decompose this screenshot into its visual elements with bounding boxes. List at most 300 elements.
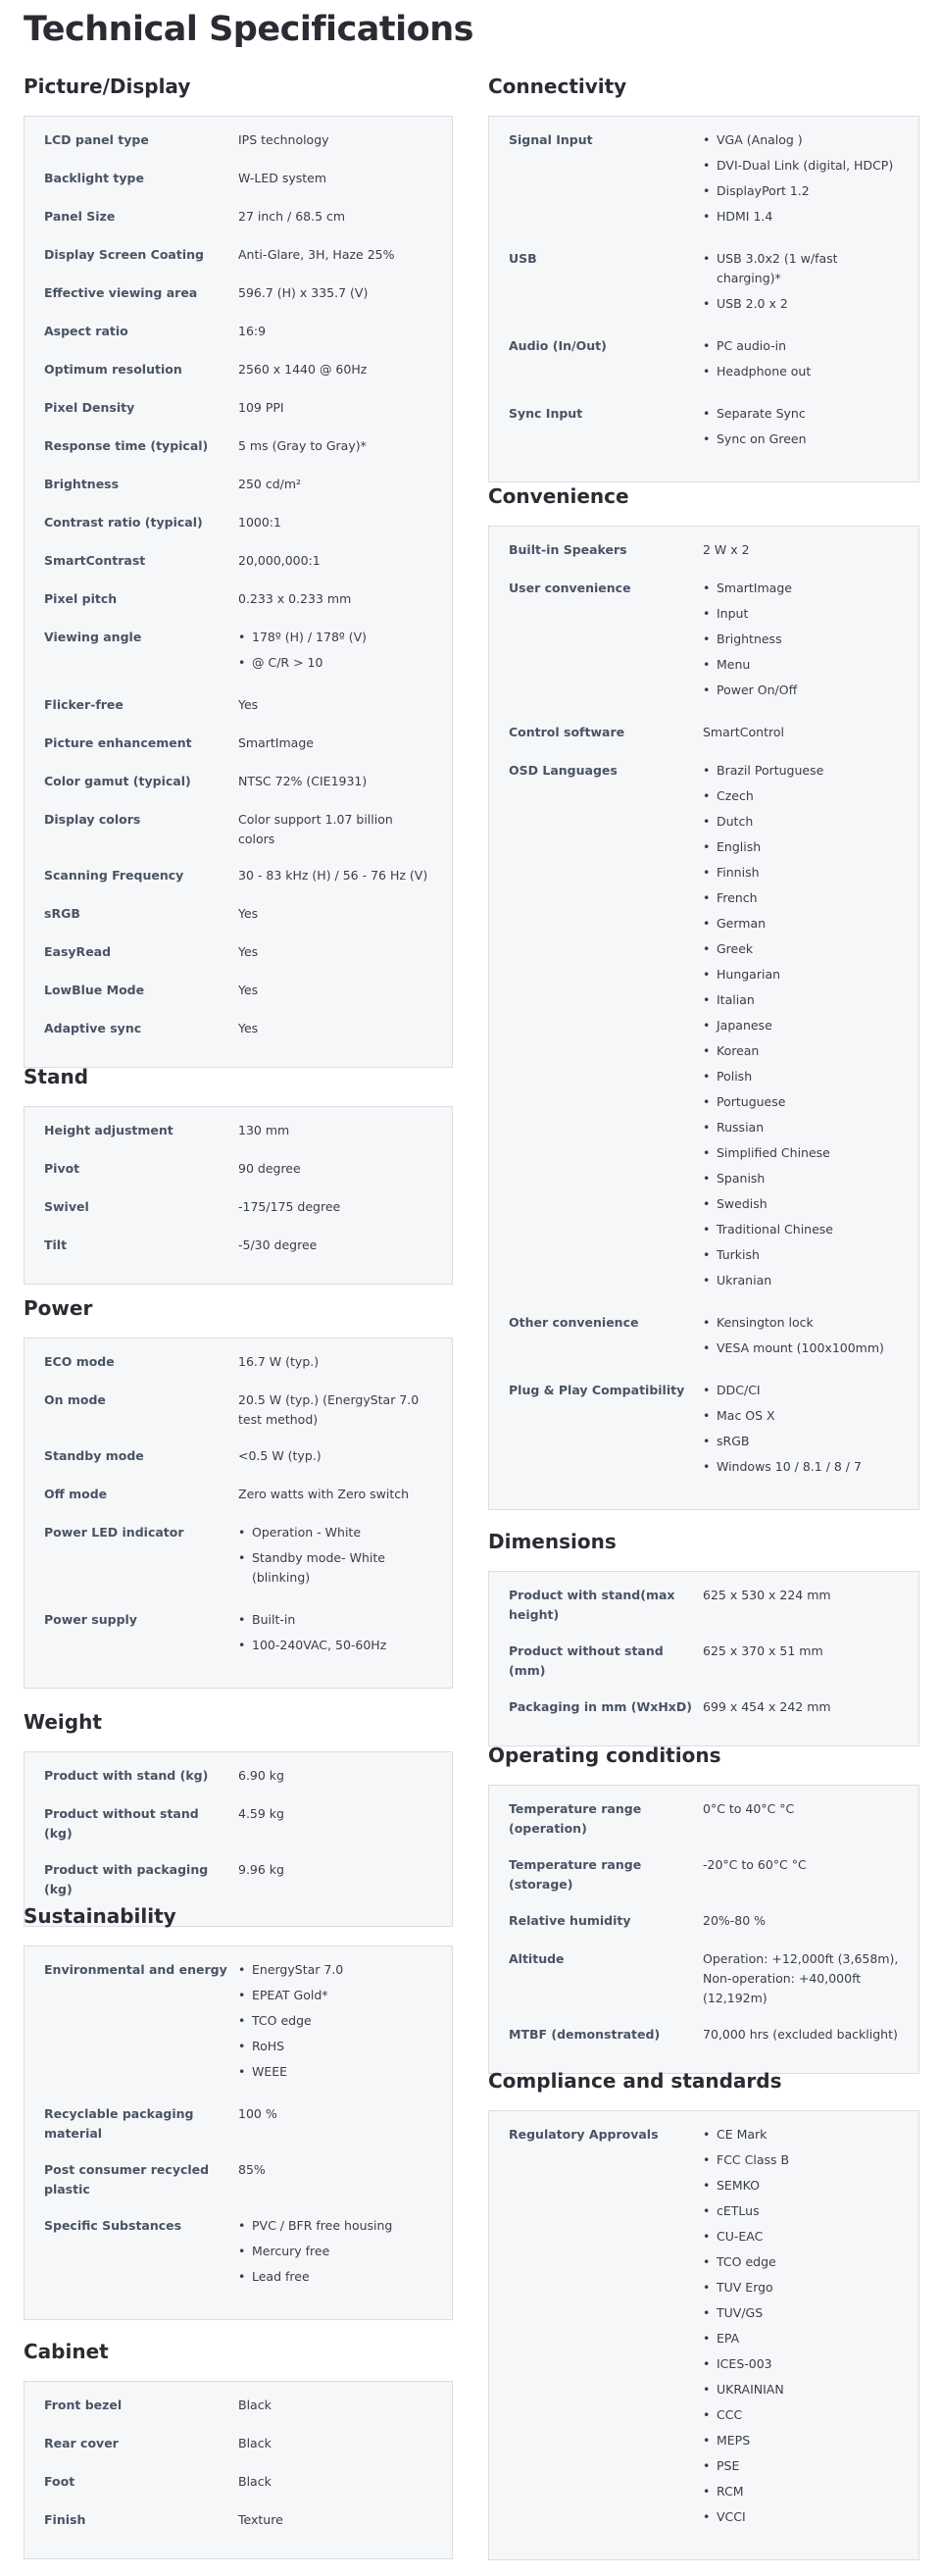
spec-label: Optimum resolution — [44, 362, 182, 377]
spec-value-item: • Korean — [703, 1041, 899, 1061]
spec-label: Product with packaging (kg) — [44, 1862, 209, 1896]
section-cabinet — [24, 2338, 453, 2559]
spec-value — [238, 1960, 432, 2088]
spec-label: Sync Input — [509, 406, 583, 421]
spec-label: Product with stand (kg) — [44, 1768, 209, 1783]
section-title: Connectivity — [488, 75, 627, 98]
spec-row — [509, 723, 899, 744]
spec-value-item: • DVI-Dual Link (digital, HDCP) — [703, 156, 899, 176]
spec-value — [703, 2125, 899, 2533]
spec-row — [44, 551, 432, 573]
spec-label: Power LED indicator — [44, 1525, 184, 1540]
spec-row — [509, 1586, 899, 1625]
section-title: Compliance and standards — [488, 2069, 782, 2093]
spec-value-item: • Portuguese — [703, 1092, 899, 1112]
spec-row — [44, 1352, 432, 1374]
section-title: Convenience — [488, 484, 629, 508]
spec-table — [488, 2110, 919, 2560]
spec-value-item: • VCCI — [703, 2507, 899, 2527]
spec-label: Brightness — [44, 477, 120, 491]
spec-label: Regulatory Approvals — [509, 2127, 659, 2142]
spec-label: Tilt — [44, 1237, 68, 1252]
spec-label: Effective viewing area — [44, 285, 198, 300]
spec-label: Plug & Play Compatibility — [509, 1383, 685, 1397]
spec-value: Black — [238, 2436, 272, 2450]
spec-value — [703, 336, 899, 387]
spec-value-list — [238, 1960, 432, 2082]
section-operating-conditions — [488, 1742, 919, 2074]
section-weight — [24, 1708, 453, 1927]
spec-row — [44, 981, 432, 1002]
spec-value-item: • Input — [703, 604, 899, 624]
spec-label: Product without stand (mm) — [509, 1643, 664, 1678]
spec-value — [703, 1313, 899, 1364]
spec-value-item: • Ukranian — [703, 1271, 899, 1290]
spec-value — [238, 2216, 432, 2293]
spec-label: Audio (In/Out) — [509, 338, 607, 353]
spec-table — [24, 1338, 453, 1689]
spec-value: -20°C to 60°C °C — [703, 1857, 807, 1872]
spec-value-item: • WEEE — [238, 2062, 432, 2082]
spec-value-list — [703, 579, 899, 700]
spec-table — [24, 1106, 453, 1285]
spec-value: 2 W x 2 — [703, 542, 750, 557]
spec-value — [703, 761, 899, 1296]
spec-value-item: • German — [703, 914, 899, 934]
spec-row — [44, 169, 432, 190]
spec-row — [509, 130, 899, 232]
spec-value: 30 - 83 kHz (H) / 56 - 76 Hz (V) — [238, 868, 428, 883]
spec-row — [44, 733, 432, 755]
section-title: Operating conditions — [488, 1743, 721, 1767]
spec-row — [44, 398, 432, 420]
spec-label: Scanning Frequency — [44, 868, 184, 883]
spec-label: Specific Substances — [44, 2218, 182, 2233]
spec-row — [44, 322, 432, 343]
spec-label: LCD panel type — [44, 132, 149, 147]
spec-value: W-LED system — [238, 171, 327, 185]
spec-row — [44, 772, 432, 793]
spec-value-item: • Menu — [703, 655, 899, 675]
spec-value-item: • Swedish — [703, 1194, 899, 1214]
section-title: Picture/Display — [24, 75, 191, 98]
spec-row — [44, 942, 432, 964]
spec-value-item: • PVC / BFR free housing — [238, 2216, 432, 2236]
spec-value-item: • Italian — [703, 990, 899, 1010]
spec-value: Yes — [238, 944, 259, 959]
spec-row — [509, 2025, 899, 2046]
spec-value-item: • Brazil Portuguese — [703, 761, 899, 781]
spec-row — [44, 1390, 432, 1430]
spec-value: 5 ms (Gray to Gray)* — [238, 438, 367, 453]
spec-value: Anti-Glare, 3H, Haze 25% — [238, 247, 395, 262]
section-title: Power — [24, 1296, 93, 1320]
spec-value: 625 x 530 x 224 mm — [703, 1588, 831, 1602]
spec-value-item: • cETLus — [703, 2201, 899, 2221]
spec-value-item: • CU-EAC — [703, 2227, 899, 2247]
spec-value-item: • Operation - White — [238, 1523, 432, 1542]
spec-row — [509, 336, 899, 387]
spec-label: Backlight type — [44, 171, 144, 185]
spec-label: ECO mode — [44, 1354, 115, 1369]
spec-label: Flicker-free — [44, 697, 124, 712]
spec-row — [509, 2125, 899, 2533]
spec-value-item: • Kensington lock — [703, 1313, 899, 1333]
spec-label: Other convenience — [509, 1315, 639, 1330]
spec-value: 9.96 kg — [238, 1862, 284, 1877]
spec-row — [509, 1911, 899, 1933]
spec-value-list — [703, 761, 899, 1290]
spec-value — [238, 1610, 432, 1661]
spec-value-list — [703, 2125, 899, 2527]
spec-label: Control software — [509, 725, 625, 739]
spec-label: On mode — [44, 1392, 106, 1407]
spec-value — [703, 579, 899, 706]
spec-label: Pixel pitch — [44, 591, 118, 606]
spec-row — [44, 589, 432, 611]
spec-label: Finish — [44, 2512, 86, 2527]
spec-row — [44, 360, 432, 381]
spec-value-list — [703, 1313, 899, 1358]
spec-label: Height adjustment — [44, 1123, 173, 1137]
spec-value-item: • Turkish — [703, 1245, 899, 1265]
spec-row — [44, 1804, 432, 1844]
spec-value: 100 % — [238, 2106, 277, 2121]
spec-label: Packaging in mm (WxHxD) — [509, 1699, 692, 1714]
spec-value-item: • Greek — [703, 939, 899, 959]
spec-row — [509, 579, 899, 706]
spec-row — [44, 1523, 432, 1593]
spec-value-item: • TUV/GS — [703, 2303, 899, 2323]
spec-value-item: • 178º (H) / 178º (V) — [238, 628, 432, 647]
spec-row — [44, 2216, 432, 2293]
spec-value-item: • EPA — [703, 2329, 899, 2349]
spec-value-list — [238, 1523, 432, 1588]
spec-value: NTSC 72% (CIE1931) — [238, 774, 368, 788]
spec-table — [24, 1751, 453, 1927]
spec-value: 699 x 454 x 242 mm — [703, 1699, 831, 1714]
spec-row — [509, 540, 899, 562]
spec-label: Swivel — [44, 1199, 89, 1214]
section-stand — [24, 1063, 453, 1285]
spec-value-item: • USB 2.0 x 2 — [703, 294, 899, 314]
spec-label: Viewing angle — [44, 630, 142, 644]
section-title: Dimensions — [488, 1530, 617, 1553]
spec-value-item: • FCC Class B — [703, 2150, 899, 2170]
spec-value: 130 mm — [238, 1123, 290, 1137]
spec-value: Color support 1.07 billion colors — [238, 812, 393, 846]
spec-row — [44, 2472, 432, 2494]
spec-value: 20.5 W (typ.) (EnergyStar 7.0 test method) — [238, 1392, 420, 1427]
spec-row — [509, 404, 899, 455]
spec-value: 250 cd/m² — [238, 477, 302, 491]
spec-label: OSD Languages — [509, 763, 618, 778]
spec-value-item: • UKRAINIAN — [703, 2380, 899, 2399]
spec-value-item: • DDC/CI — [703, 1381, 899, 1400]
spec-table — [24, 2381, 453, 2559]
spec-value: Yes — [238, 906, 259, 921]
spec-value: 0.233 x 0.233 mm — [238, 591, 352, 606]
spec-value-item: • sRGB — [703, 1432, 899, 1451]
spec-value-item: • DisplayPort 1.2 — [703, 181, 899, 201]
spec-value: 70,000 hrs (excluded backlight) — [703, 2027, 898, 2042]
spec-value-list — [238, 628, 432, 673]
spec-label: Temperature range (operation) — [509, 1801, 642, 1836]
spec-value: 2560 x 1440 @ 60Hz — [238, 362, 368, 377]
spec-value: 6.90 kg — [238, 1768, 284, 1783]
spec-label: Built-in Speakers — [509, 542, 627, 557]
section-convenience — [488, 482, 919, 1510]
spec-value: Black — [238, 2474, 272, 2489]
spec-row — [44, 1197, 432, 1219]
spec-label: Front bezel — [44, 2398, 123, 2412]
spec-label: Color gamut (typical) — [44, 774, 191, 788]
spec-table — [488, 1571, 919, 1746]
spec-value-item: • Sync on Green — [703, 429, 899, 449]
spec-value-item: • ICES-003 — [703, 2354, 899, 2374]
spec-value: SmartImage — [238, 735, 314, 750]
spec-label: Standby mode — [44, 1448, 144, 1463]
spec-label: Environmental and energy — [44, 1962, 227, 1977]
spec-value-item: • PC audio-in — [703, 336, 899, 356]
spec-value: 16:9 — [238, 324, 267, 338]
spec-row — [44, 810, 432, 849]
spec-value: Operation: +12,000ft (3,658m), Non-operation: +40,000ft (12,192m) — [703, 1951, 899, 2005]
spec-value: 596.7 (H) x 335.7 (V) — [238, 285, 369, 300]
section-title: Cabinet — [24, 2340, 109, 2363]
spec-value-item: • SmartImage — [703, 579, 899, 598]
spec-value-item: • Hungarian — [703, 965, 899, 985]
spec-value-item: • MEPS — [703, 2431, 899, 2450]
spec-value-item: • Headphone out — [703, 362, 899, 381]
spec-value: Black — [238, 2398, 272, 2412]
spec-row — [509, 1697, 899, 1719]
spec-label: User convenience — [509, 581, 631, 595]
spec-value — [238, 628, 432, 679]
spec-value: Yes — [238, 1021, 259, 1035]
spec-row — [44, 1159, 432, 1181]
spec-row — [44, 2104, 432, 2144]
spec-row — [44, 436, 432, 458]
spec-table — [488, 526, 919, 1510]
spec-row — [44, 1121, 432, 1142]
spec-row — [44, 1446, 432, 1468]
spec-value: 0°C to 40°C °C — [703, 1801, 795, 1816]
section-connectivity — [488, 73, 919, 482]
spec-value-item: • Mac OS X — [703, 1406, 899, 1426]
spec-label: Rear cover — [44, 2436, 119, 2450]
spec-row — [44, 1236, 432, 1257]
spec-label: USB — [509, 251, 537, 266]
spec-row — [44, 130, 432, 152]
spec-row — [44, 283, 432, 305]
spec-value: 85% — [238, 2162, 266, 2177]
spec-row — [509, 1313, 899, 1364]
spec-value-item: • Russian — [703, 1118, 899, 1137]
spec-value-list — [703, 249, 899, 314]
spec-value-item: • Brightness — [703, 630, 899, 649]
spec-value-list — [703, 404, 899, 449]
spec-value-item: • RoHS — [238, 2037, 432, 2056]
spec-label: Signal Input — [509, 132, 593, 147]
spec-label: EasyRead — [44, 944, 112, 959]
spec-label: Pivot — [44, 1161, 80, 1176]
spec-row — [509, 1855, 899, 1894]
spec-label: Product without stand (kg) — [44, 1806, 199, 1841]
spec-row — [44, 904, 432, 926]
spec-value: Zero watts with Zero switch — [238, 1487, 410, 1501]
spec-value — [703, 1381, 899, 1483]
spec-row — [509, 1642, 899, 1681]
spec-value: -175/175 degree — [238, 1199, 341, 1214]
spec-value-item: • TUV Ergo — [703, 2278, 899, 2298]
spec-value-item: • VESA mount (100x100mm) — [703, 1339, 899, 1358]
spec-value: IPS technology — [238, 132, 329, 147]
spec-value-item: • Separate Sync — [703, 404, 899, 424]
spec-value-list — [238, 1610, 432, 1655]
spec-value-item: • Czech — [703, 786, 899, 806]
spec-value-item: • RCM — [703, 2482, 899, 2501]
spec-value-item: • @ C/R > 10 — [238, 653, 432, 673]
spec-label: Response time (typical) — [44, 438, 209, 453]
spec-row — [44, 513, 432, 534]
section-power — [24, 1294, 453, 1689]
spec-value-item: • TCO edge — [703, 2252, 899, 2272]
spec-label: Off mode — [44, 1487, 108, 1501]
spec-row — [44, 2510, 432, 2532]
spec-label: LowBlue Mode — [44, 983, 145, 997]
section-picture-display — [24, 73, 453, 1068]
section-title: Weight — [24, 1710, 102, 1734]
spec-label: SmartContrast — [44, 553, 146, 568]
spec-value-list — [703, 130, 899, 227]
spec-label: Altitude — [509, 1951, 565, 1966]
spec-value: <0.5 W (typ.) — [238, 1448, 322, 1463]
spec-label: MTBF (demonstrated) — [509, 2027, 661, 2042]
spec-row — [44, 1766, 432, 1788]
spec-row — [44, 2434, 432, 2455]
spec-value: 625 x 370 x 51 mm — [703, 1643, 823, 1658]
spec-value: 1000:1 — [238, 515, 281, 530]
spec-value-item: • Polish — [703, 1067, 899, 1086]
spec-label: Display Screen Coating — [44, 247, 204, 262]
spec-row — [44, 1485, 432, 1506]
spec-value — [703, 130, 899, 232]
spec-row — [44, 628, 432, 679]
spec-value-item: • Finnish — [703, 863, 899, 883]
spec-table — [488, 116, 919, 482]
spec-table — [24, 116, 453, 1068]
spec-row — [44, 1860, 432, 1899]
spec-row — [44, 245, 432, 267]
spec-row — [44, 2160, 432, 2199]
spec-row — [509, 1799, 899, 1839]
spec-label: Power supply — [44, 1612, 137, 1627]
spec-row — [44, 1960, 432, 2088]
spec-label: Post consumer recycled plastic — [44, 2162, 210, 2197]
spec-value: 4.59 kg — [238, 1806, 284, 1821]
spec-row — [44, 695, 432, 717]
spec-label: Pixel Density — [44, 400, 135, 415]
spec-row — [509, 1949, 899, 2008]
spec-value: Texture — [238, 2512, 283, 2527]
spec-value: 27 inch / 68.5 cm — [238, 209, 346, 224]
spec-label: Relative humidity — [509, 1913, 631, 1928]
spec-value-list — [238, 2216, 432, 2287]
spec-value-item: • EnergyStar 7.0 — [238, 1960, 432, 1980]
spec-value-list — [703, 1381, 899, 1477]
spec-row — [509, 761, 899, 1296]
spec-value-item: • TCO edge — [238, 2011, 432, 2031]
spec-value-item: • Built-in — [238, 1610, 432, 1630]
spec-value: Yes — [238, 983, 259, 997]
spec-value: 16.7 W (typ.) — [238, 1354, 320, 1369]
spec-value-item: • CCC — [703, 2405, 899, 2425]
spec-value-item: • Mercury free — [238, 2242, 432, 2261]
spec-value — [238, 1523, 432, 1593]
spec-label: Panel Size — [44, 209, 116, 224]
section-title: Stand — [24, 1065, 89, 1088]
spec-label: Product with stand(max height) — [509, 1588, 675, 1622]
spec-value-item: • CE Mark — [703, 2125, 899, 2145]
spec-label: Temperature range (storage) — [509, 1857, 642, 1892]
page-title: Technical Specifications — [24, 10, 473, 49]
spec-value-item: • English — [703, 837, 899, 857]
spec-value — [703, 249, 899, 320]
spec-row — [509, 1381, 899, 1483]
spec-value-item: • PSE — [703, 2456, 899, 2476]
spec-label: Contrast ratio (typical) — [44, 515, 203, 530]
spec-label: Recyclable packaging material — [44, 2106, 194, 2141]
spec-value-item: • EPEAT Gold* — [238, 1986, 432, 2005]
spec-value-item: • Standby mode- White (blinking) — [238, 1548, 432, 1588]
spec-row — [44, 207, 432, 228]
spec-label: Display colors — [44, 812, 141, 827]
spec-table — [24, 1945, 453, 2320]
section-dimensions — [488, 1528, 919, 1746]
spec-value-item: • Power On/Off — [703, 681, 899, 700]
spec-row — [44, 1019, 432, 1040]
spec-value-item: • USB 3.0x2 (1 w/fast charging)* — [703, 249, 899, 288]
spec-label: Aspect ratio — [44, 324, 128, 338]
spec-value-item: • Windows 10 / 8.1 / 8 / 7 — [703, 1457, 899, 1477]
spec-row — [44, 1610, 432, 1661]
spec-value: Yes — [238, 697, 259, 712]
spec-value-item: • Lead free — [238, 2267, 432, 2287]
spec-value: 20%-80 % — [703, 1913, 767, 1928]
spec-value-item: • Spanish — [703, 1169, 899, 1188]
spec-value-item: • Japanese — [703, 1016, 899, 1035]
spec-value-item: • Simplified Chinese — [703, 1143, 899, 1163]
spec-value-item: • SEMKO — [703, 2176, 899, 2196]
spec-value: SmartControl — [703, 725, 784, 739]
spec-value-item: • 100-240VAC, 50-60Hz — [238, 1636, 432, 1655]
spec-label: Picture enhancement — [44, 735, 192, 750]
spec-table — [488, 1785, 919, 2074]
spec-row — [44, 866, 432, 887]
spec-label: Adaptive sync — [44, 1021, 142, 1035]
spec-label: sRGB — [44, 906, 80, 921]
spec-row — [44, 475, 432, 496]
section-compliance — [488, 2067, 919, 2560]
spec-value: 20,000,000:1 — [238, 553, 321, 568]
spec-value-item: • Traditional Chinese — [703, 1220, 899, 1239]
spec-value: 90 degree — [238, 1161, 301, 1176]
spec-value: 109 PPI — [238, 400, 284, 415]
spec-value — [703, 404, 899, 455]
section-sustainability — [24, 1902, 453, 2320]
spec-value-item: • HDMI 1.4 — [703, 207, 899, 227]
